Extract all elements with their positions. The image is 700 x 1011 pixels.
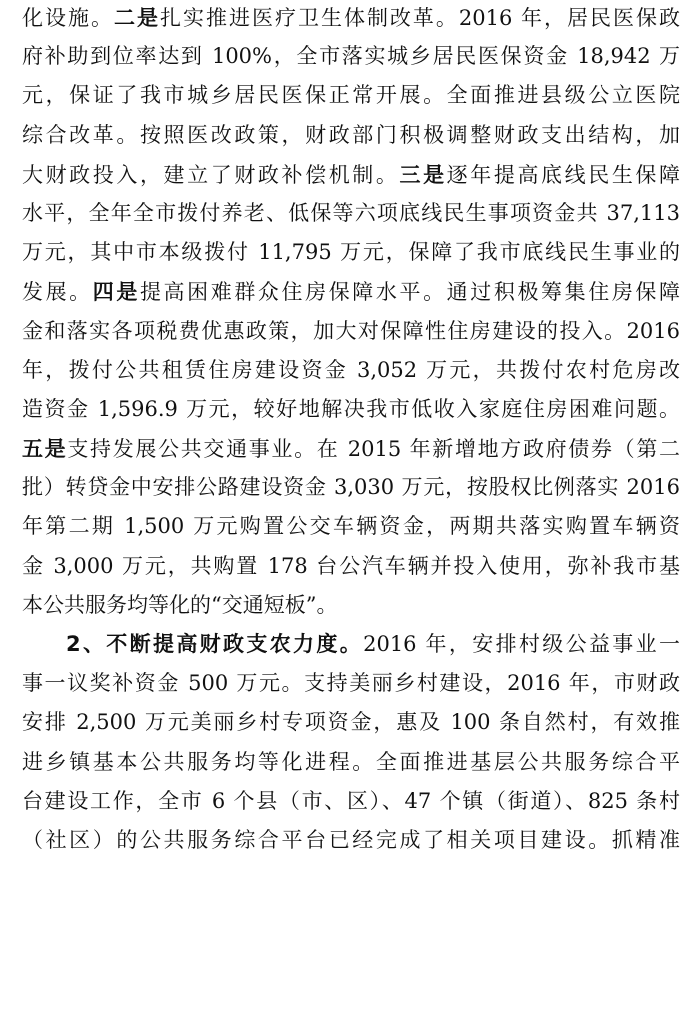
body-text: 大财政投入，建立了财政补偿机制。 <box>22 162 400 187</box>
body-text: 综合改革。按照医改政策，财政部门积极调整财政支出结构，加 <box>22 122 680 147</box>
section-heading: 2、不断提高财政支农力度。 <box>66 632 364 656</box>
body-text: （社区）的公共服务综合平台已经完成了相关项目建设。抓精准 <box>22 827 680 852</box>
text-line <box>22 233 680 272</box>
text-line <box>22 429 680 468</box>
body-text: 批）转贷金中安排公路建设资金 3,030 万元，按股权比例落实 2016 <box>22 475 680 500</box>
body-text: 金 3,000 万元，共购置 178 台公汽车辆并投入使用，弥补我市基 <box>22 553 680 578</box>
emphasis-text: 五是 <box>22 436 68 462</box>
text-line <box>22 312 680 351</box>
text-line <box>22 351 680 390</box>
body-text: 化设施。 <box>22 6 114 30</box>
body-text: 扎实推进医疗卫生体制改革。2016 年，居民医保政 <box>159 6 680 30</box>
body-text: 事一议奖补资金 500 万元。支持美丽乡村建设，2016 年，市财政 <box>22 671 680 696</box>
text-line <box>22 76 680 115</box>
text-line <box>22 547 680 586</box>
text-line <box>22 703 680 742</box>
text-line <box>22 782 680 821</box>
text-line <box>22 155 680 194</box>
body-text: 元，保证了我市城乡居民医保正常开展。全面推进县级公立医院 <box>22 83 680 108</box>
body-text: 提高困难群众住房保障水平。通过积极筹集住房保障 <box>139 280 680 305</box>
body-text: 支持发展公共交通事业。在 2015 年新增地方政府债券（第二 <box>67 437 680 462</box>
emphasis-text: 二是 <box>113 5 160 30</box>
text-line <box>22 37 680 76</box>
body-text: 万元，其中市本级拨付 11,795 万元，保障了我市底线民生事业的 <box>22 240 680 265</box>
body-text: 本公共服务均等化的“交通短板”。 <box>22 592 338 617</box>
text-line <box>22 0 680 37</box>
body-text: 水平，全年全市拨付养老、低保等六项底线民生事项资金共 37,113 <box>22 200 680 225</box>
text-line <box>22 821 680 860</box>
text-line <box>22 194 680 233</box>
body-text: 金和落实各项税费优惠政策，加大对保障性住房建设的投入。2016 <box>22 318 680 343</box>
body-text: 安排 2,500 万元美丽乡村专项资金，惠及 100 条自然村，有效推 <box>22 710 680 735</box>
text-line <box>22 507 680 546</box>
body-text: 府补助到位率达到 100%，全市落实城乡居民医保资金 18,942 万 <box>22 44 680 69</box>
text-line <box>22 743 680 782</box>
emphasis-text: 三是 <box>399 161 447 187</box>
body-text: 台建设工作，全市 6 个县（市、区）、47 个镇（街道）、825 条村 <box>22 788 680 813</box>
body-text: 年，拨付公共租赁住房建设资金 3,052 万元，共拨付农村危房改 <box>22 357 680 382</box>
body-text: 年第二期 1,500 万元购置公交车辆资金，两期共落实购置车辆资 <box>22 514 680 539</box>
text-line <box>22 586 680 625</box>
text-line <box>22 116 680 155</box>
text-line <box>22 664 680 703</box>
body-text: 发展。 <box>22 280 93 305</box>
text-line <box>22 468 680 507</box>
body-text: 2016 年，安排村级公益事业一 <box>363 632 680 656</box>
body-text: 造资金 1,596.9 万元，较好地解决我市低收入家庭住房困难问题。 <box>22 396 680 421</box>
text-line <box>22 272 680 311</box>
text-line <box>22 390 680 429</box>
text-line <box>22 625 680 664</box>
body-text: 进乡镇基本公共服务均等化进程。全面推进基层公共服务综合平 <box>22 749 680 774</box>
body-text: 逐年提高底线民生保障 <box>446 162 680 187</box>
emphasis-text: 四是 <box>92 279 140 305</box>
